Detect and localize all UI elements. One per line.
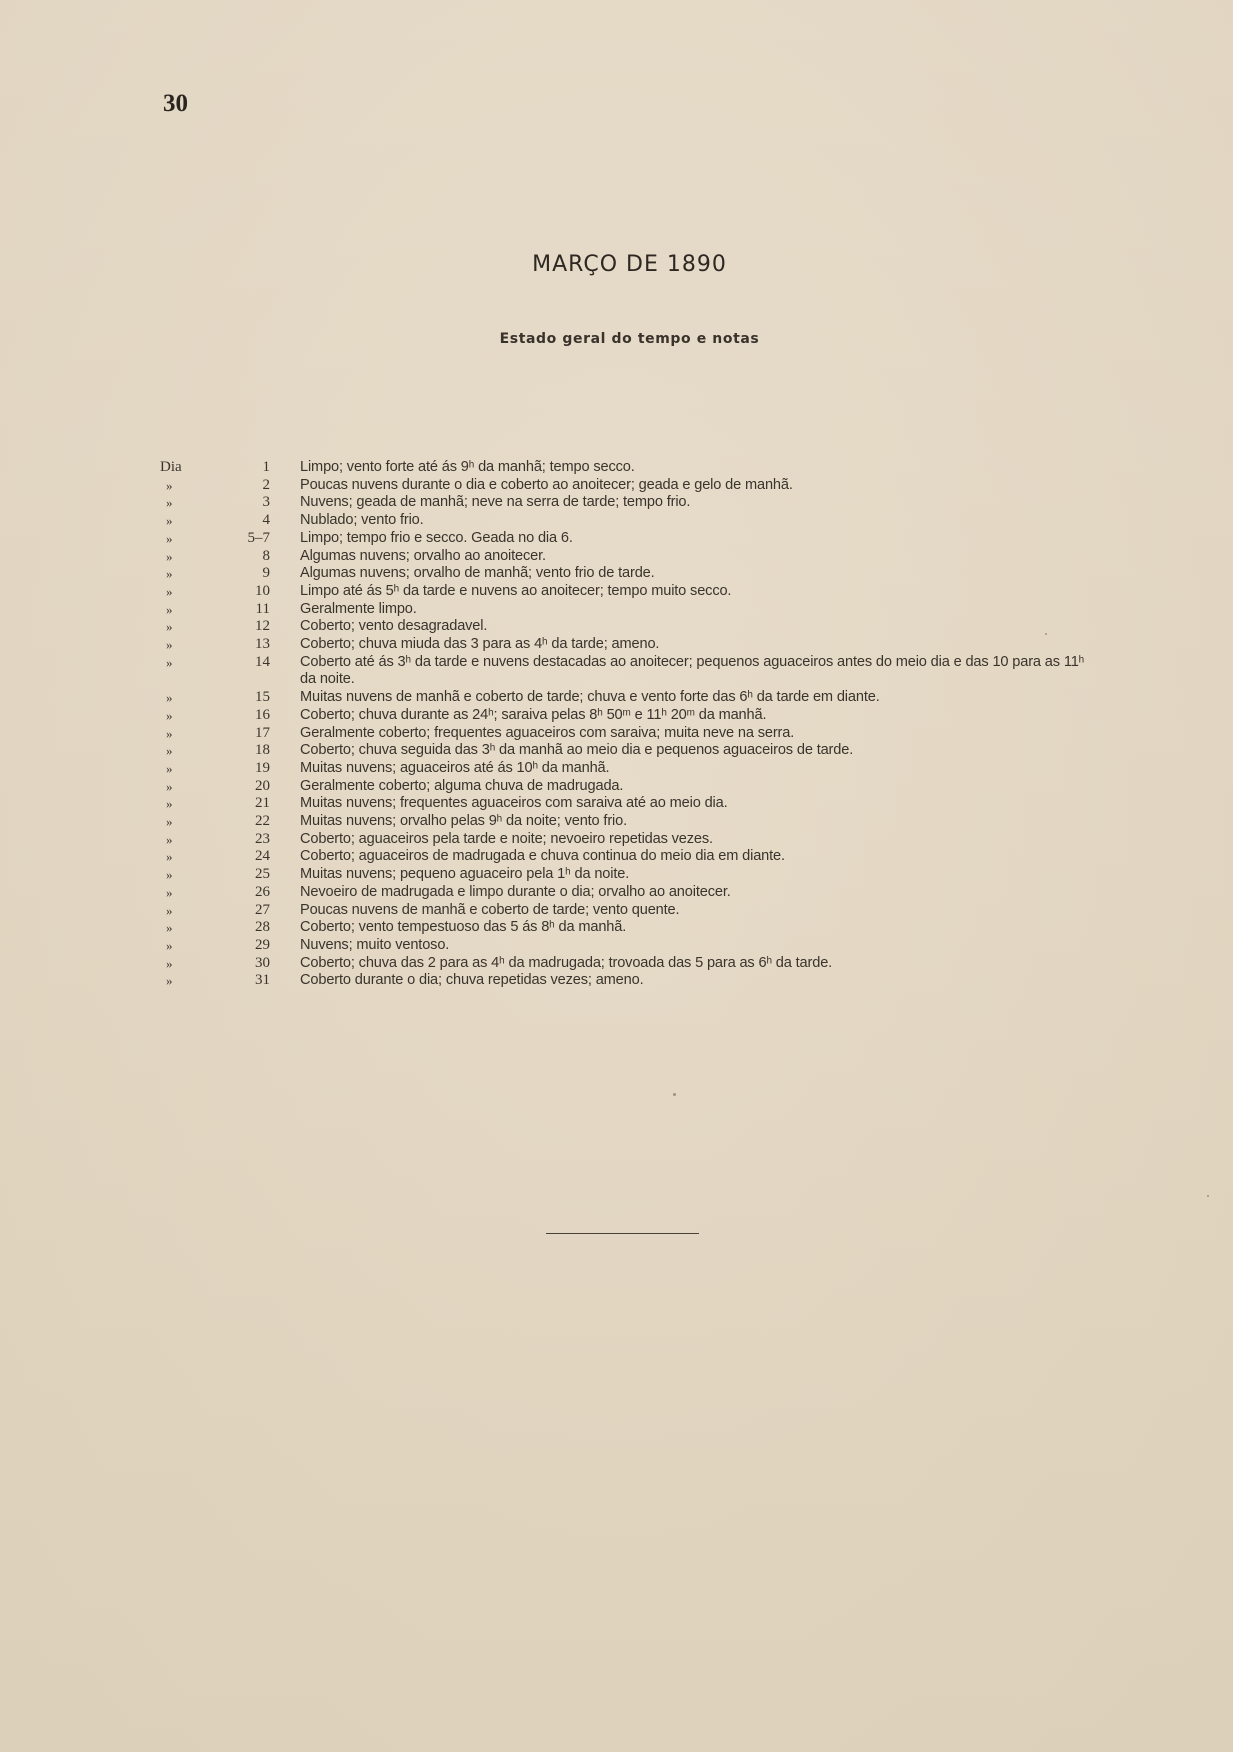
entry-text: Coberto; chuva das 2 para as 4ʰ da madrugada; trovoada das 5 para as 6ʰ da tarde. (300, 954, 833, 971)
entry-text: Nublado; vento frio. (300, 512, 424, 529)
weather-entry-row (150, 512, 1100, 530)
entry-text: Coberto; chuva durante as 24ʰ; saraiva pelas 8ʰ 50ᵐ e 11ʰ 20ᵐ da manhã. (300, 706, 767, 723)
closing-rule-divider (546, 1233, 699, 1234)
weather-entry-row (150, 565, 1100, 583)
entry-prefix: » (166, 973, 173, 989)
entry-text: Algumas nuvens; orvalho de manhã; vento frio de tarde. (300, 565, 655, 582)
entry-day: 30 (255, 954, 270, 971)
entry-day: 19 (255, 759, 270, 776)
entry-prefix: » (166, 920, 173, 936)
entry-text: Muitas nuvens; frequentes aguaceiros com saraiva até ao meio dia. (300, 795, 728, 812)
entry-prefix: » (166, 955, 173, 971)
page-subtitle: Estado geral do tempo e notas (499, 331, 760, 347)
entry-prefix: » (166, 937, 173, 953)
weather-entry-row (150, 884, 1100, 902)
entry-day: 28 (255, 919, 270, 936)
entry-text: Coberto; chuva seguida das 3ʰ da manhã ao meio dia e pequenos aguaceiros de tarde. (300, 742, 854, 759)
weather-entry-row (150, 618, 1100, 636)
entry-prefix: » (166, 849, 173, 865)
entry-prefix: » (166, 760, 173, 776)
entry-prefix: » (166, 690, 173, 706)
entry-prefix: » (166, 707, 173, 723)
entry-day: 4 (262, 512, 270, 529)
entry-prefix: Dia (160, 459, 182, 475)
entry-prefix: » (166, 601, 173, 617)
weather-entry-row (150, 902, 1100, 920)
entry-day: 21 (255, 795, 270, 812)
entry-text: Muitas nuvens de manhã e coberto de tarde; chuva e vento forte das 6ʰ da tarde em diante. (300, 689, 880, 706)
entry-text: Muitas nuvens; aguaceiros até ás 10ʰ da manhã. (300, 759, 610, 776)
entry-text: Muitas nuvens; pequeno aguaceiro pela 1ʰ da noite. (300, 866, 630, 883)
weather-entry-row (150, 530, 1100, 548)
entry-text: Geralmente coberto; frequentes aguaceiros com saraiva; muita neve na serra. (300, 724, 795, 741)
weather-entry-row (150, 919, 1100, 937)
weather-entry-row (150, 601, 1100, 619)
entry-prefix: » (166, 495, 173, 511)
entry-day: 26 (255, 883, 270, 900)
entry-day: 25 (255, 866, 270, 883)
weather-entry-row (150, 636, 1100, 654)
weather-entry-row (150, 848, 1100, 866)
paper-speck (1045, 633, 1047, 635)
entry-day: 2 (262, 476, 270, 493)
entry-prefix: » (166, 513, 173, 529)
entry-text: Geralmente coberto; alguma chuva de madrugada. (300, 777, 624, 794)
entry-day: 3 (262, 494, 270, 511)
entry-text: Nuvens; geada de manhã; neve na serra de tarde; tempo frio. (300, 494, 691, 511)
entry-day: 24 (255, 848, 270, 865)
entry-text: Poucas nuvens de manhã e coberto de tarde; vento quente. (300, 901, 680, 918)
weather-entry-row (150, 725, 1100, 743)
entry-day: 9 (262, 565, 270, 582)
weather-entry-row (150, 654, 1100, 689)
entry-day: 18 (255, 742, 270, 759)
entry-text: Coberto durante o dia; chuva repetidas vezes; ameno. (300, 972, 644, 989)
entry-day: 15 (255, 689, 270, 706)
entry-day: 5–7 (247, 529, 270, 546)
weather-entry-row (150, 778, 1100, 796)
paper-speck (673, 1093, 676, 1096)
entry-day: 23 (255, 830, 270, 847)
entry-day: 10 (255, 582, 270, 599)
entry-day: 16 (255, 706, 270, 723)
weather-entry-row (150, 795, 1100, 813)
page-number: 30 (163, 90, 188, 117)
entry-prefix: » (166, 548, 173, 564)
entry-day: 11 (255, 600, 270, 617)
weather-entry-row (150, 742, 1100, 760)
entry-day: 1 (262, 459, 270, 475)
entry-day: 27 (255, 901, 270, 918)
weather-entry-row (150, 866, 1100, 884)
entry-text: Muitas nuvens; orvalho pelas 9ʰ da noite; vento frio. (300, 813, 628, 830)
weather-entry-row (150, 937, 1100, 955)
weather-entry-row (150, 972, 1100, 990)
entry-day: 17 (255, 724, 270, 741)
page-title: MARÇO DE 1890 (532, 252, 727, 277)
entry-prefix: » (166, 743, 173, 759)
entry-text: Algumas nuvens; orvalho ao anoitecer. (300, 547, 546, 564)
weather-entry-row (150, 707, 1100, 725)
entry-prefix: » (166, 619, 173, 635)
entry-prefix: » (166, 831, 173, 847)
weather-entry-row (150, 955, 1100, 973)
weather-entry-row (150, 583, 1100, 601)
entry-text: Nevoeiro de madrugada e limpo durante o dia; orvalho ao anoitecer. (300, 883, 731, 900)
entry-text: Nuvens; muito ventoso. (300, 936, 450, 953)
entry-text: Coberto; aguaceiros de madrugada e chuva continua do meio dia em diante. (300, 848, 785, 865)
entry-text: Coberto; vento tempestuoso das 5 ás 8ʰ da manhã. (300, 919, 627, 936)
weather-entry-row (150, 494, 1100, 512)
entry-text: Coberto; chuva miuda das 3 para as 4ʰ da tarde; ameno. (300, 636, 660, 653)
entry-prefix: » (166, 884, 173, 900)
entry-text: Coberto; vento desagradavel. (300, 618, 488, 635)
entry-prefix: » (166, 583, 173, 599)
weather-entry-row (150, 760, 1100, 778)
entry-text: Coberto até ás 3ʰ da tarde e nuvens destacadas ao anoitecer; pequenos aguaceiros antes do meio dia e das 10 para as 11ʰ da noite. (300, 653, 1085, 688)
entry-day: 31 (255, 972, 270, 989)
weather-entries-list (150, 459, 1100, 990)
entry-prefix: » (166, 637, 173, 653)
entry-text: Geralmente limpo. (300, 600, 417, 617)
entry-prefix: » (166, 796, 173, 812)
entry-prefix: » (166, 530, 173, 546)
entry-day: 29 (255, 936, 270, 953)
entry-text: Limpo; tempo frio e secco. Geada no dia 6. (300, 529, 573, 546)
entry-prefix: » (166, 477, 173, 493)
weather-entry-row (150, 477, 1100, 495)
entry-day: 22 (255, 813, 270, 830)
weather-entry-row (150, 459, 1100, 477)
entry-day: 8 (262, 547, 270, 564)
entry-text: Coberto; aguaceiros pela tarde e noite; nevoeiro repetidas vezes. (300, 830, 713, 847)
entry-day: 20 (255, 777, 270, 794)
entry-day: 13 (255, 636, 270, 653)
weather-entry-row (150, 813, 1100, 831)
entry-prefix: » (166, 654, 173, 670)
entry-text: Limpo até ás 5ʰ da tarde e nuvens ao anoitecer; tempo muito secco. (300, 582, 732, 599)
entry-prefix: » (166, 902, 173, 918)
entry-text: Poucas nuvens durante o dia e coberto ao anoitecer; geada e gelo de manhã. (300, 476, 793, 493)
entry-prefix: » (166, 814, 173, 830)
entry-prefix: » (166, 778, 173, 794)
paper-speck (1207, 1195, 1209, 1197)
weather-entry-row (150, 831, 1100, 849)
weather-entry-row (150, 689, 1100, 707)
entry-text: Limpo; vento forte até ás 9ʰ da manhã; tempo secco. (300, 459, 635, 475)
entry-prefix: » (166, 867, 173, 883)
entry-prefix: » (166, 566, 173, 582)
weather-entry-row (150, 548, 1100, 566)
entry-day: 12 (255, 618, 270, 635)
entry-day: 14 (255, 653, 270, 670)
entry-prefix: » (166, 725, 173, 741)
